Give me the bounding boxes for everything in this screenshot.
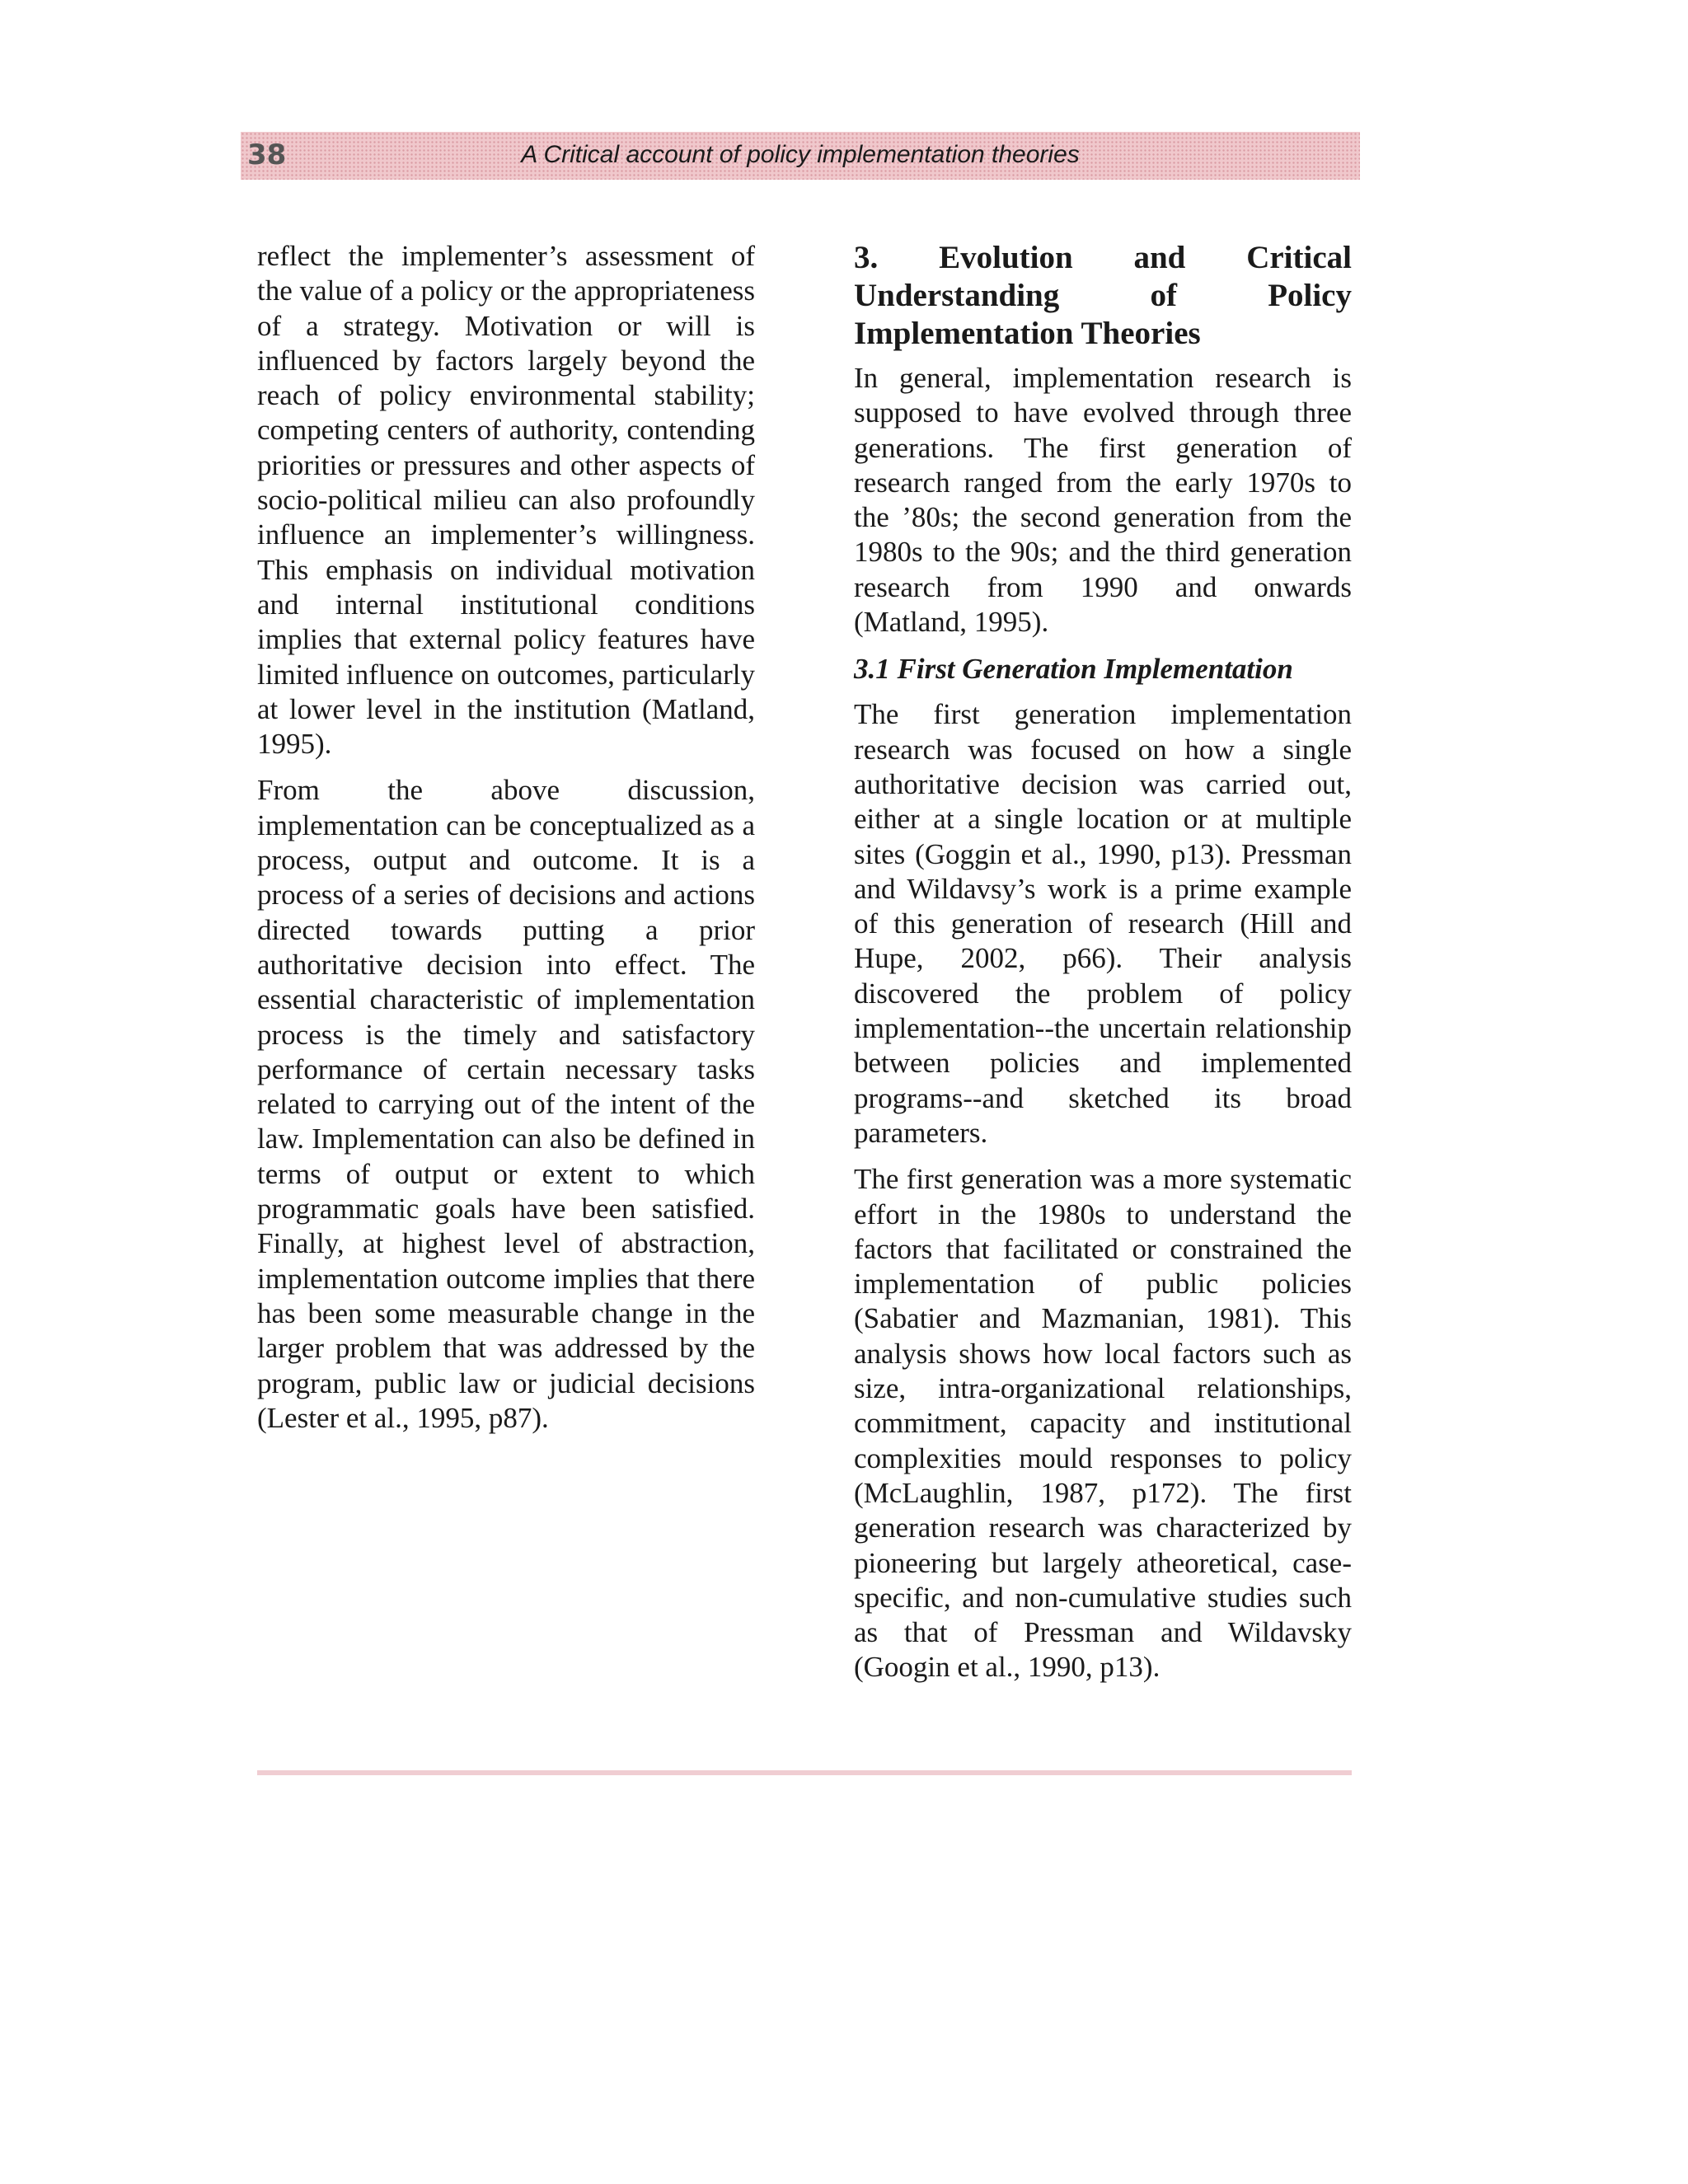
running-title: A Critical account of policy implementation theories xyxy=(521,141,1080,168)
body-paragraph: From the above discussion, implementation can be conceptualized as a process, output and outcome. It is a process of a series of decisions and actions directed towards putting a prior authoritative decision into effect. The essential characteristic of implementation process is the timely and satisfactory performance of certain necessary tasks related to carrying out of the intent of the law. Implementation can also be defined in terms of output or extent to which programmatic goals have been satisfied. Finally, at highest level of abstraction, implementation outcome implies that there has been some measurable change in the larger problem that was addressed by the program, public law or judicial decisions (Lester et al., 1995, p87). xyxy=(257,774,755,1434)
subsection-heading: 3.1 First Generation Implementation xyxy=(854,653,1293,686)
footer-rule xyxy=(257,1770,1352,1775)
running-header xyxy=(241,132,1360,180)
section-heading: 3. Evolution and Critical Understanding of Policy Implementation Theories xyxy=(854,240,1352,351)
right-column xyxy=(854,239,1352,1697)
intro-paragraph: In general, implementation research is supposed to have evolved through three generations. The first generation of research ranged from the early 1970s to the ’80s; the second generation from the 1980s to the 90s; and the third generation research from 1990 and onwards (Matland, 1995). xyxy=(854,362,1352,639)
left-column xyxy=(257,239,755,1447)
body-paragraph: The first generation implementation research was focused on how a single authoritative decision was carried out, either at a single location or at multiple sites (Goggin et al., 1990, p13). Pressman and Wildavsy’s work is a prime example of this generation of research (Hill and Hupe, 2002, p66). Their analysis discovered the problem of policy implementation--the uncertain relationship between policies and implemented programs--and sketched its broad parameters. xyxy=(854,698,1352,1149)
body-paragraph: reflect the implementer’s assessment of the value of a policy or the appropriateness of a strategy. Motivation or will is influenced by factors largely beyond the reach of policy environmental stability; competing centers of authority, contending priorities or pressures and other aspects of socio-political milieu can also profoundly influence an implementer’s willingness. This emphasis on individual motivation and internal institutional conditions implies that external policy features have limited influence on outcomes, particularly at lower level in the institution (Matland, 1995). xyxy=(257,240,755,761)
page-number: 38 xyxy=(247,138,287,171)
body-paragraph: The first generation was a more systematic effort in the 1980s to understand the factors that facilitated or constrained the implementation of public policies (Sabatier and Mazmanian, 1981). This analysis shows how local factors such as size, intra-organizational relationships, commitment, capacity and institutional complexities mould responses to policy (McLaughlin, 1987, p172). The first generation research was characterized by pioneering but largely atheoretical, case-specific, and non-cumulative studies such as that of Pressman and Wildavsky (Googin et al., 1990, p13). xyxy=(854,1163,1352,1684)
